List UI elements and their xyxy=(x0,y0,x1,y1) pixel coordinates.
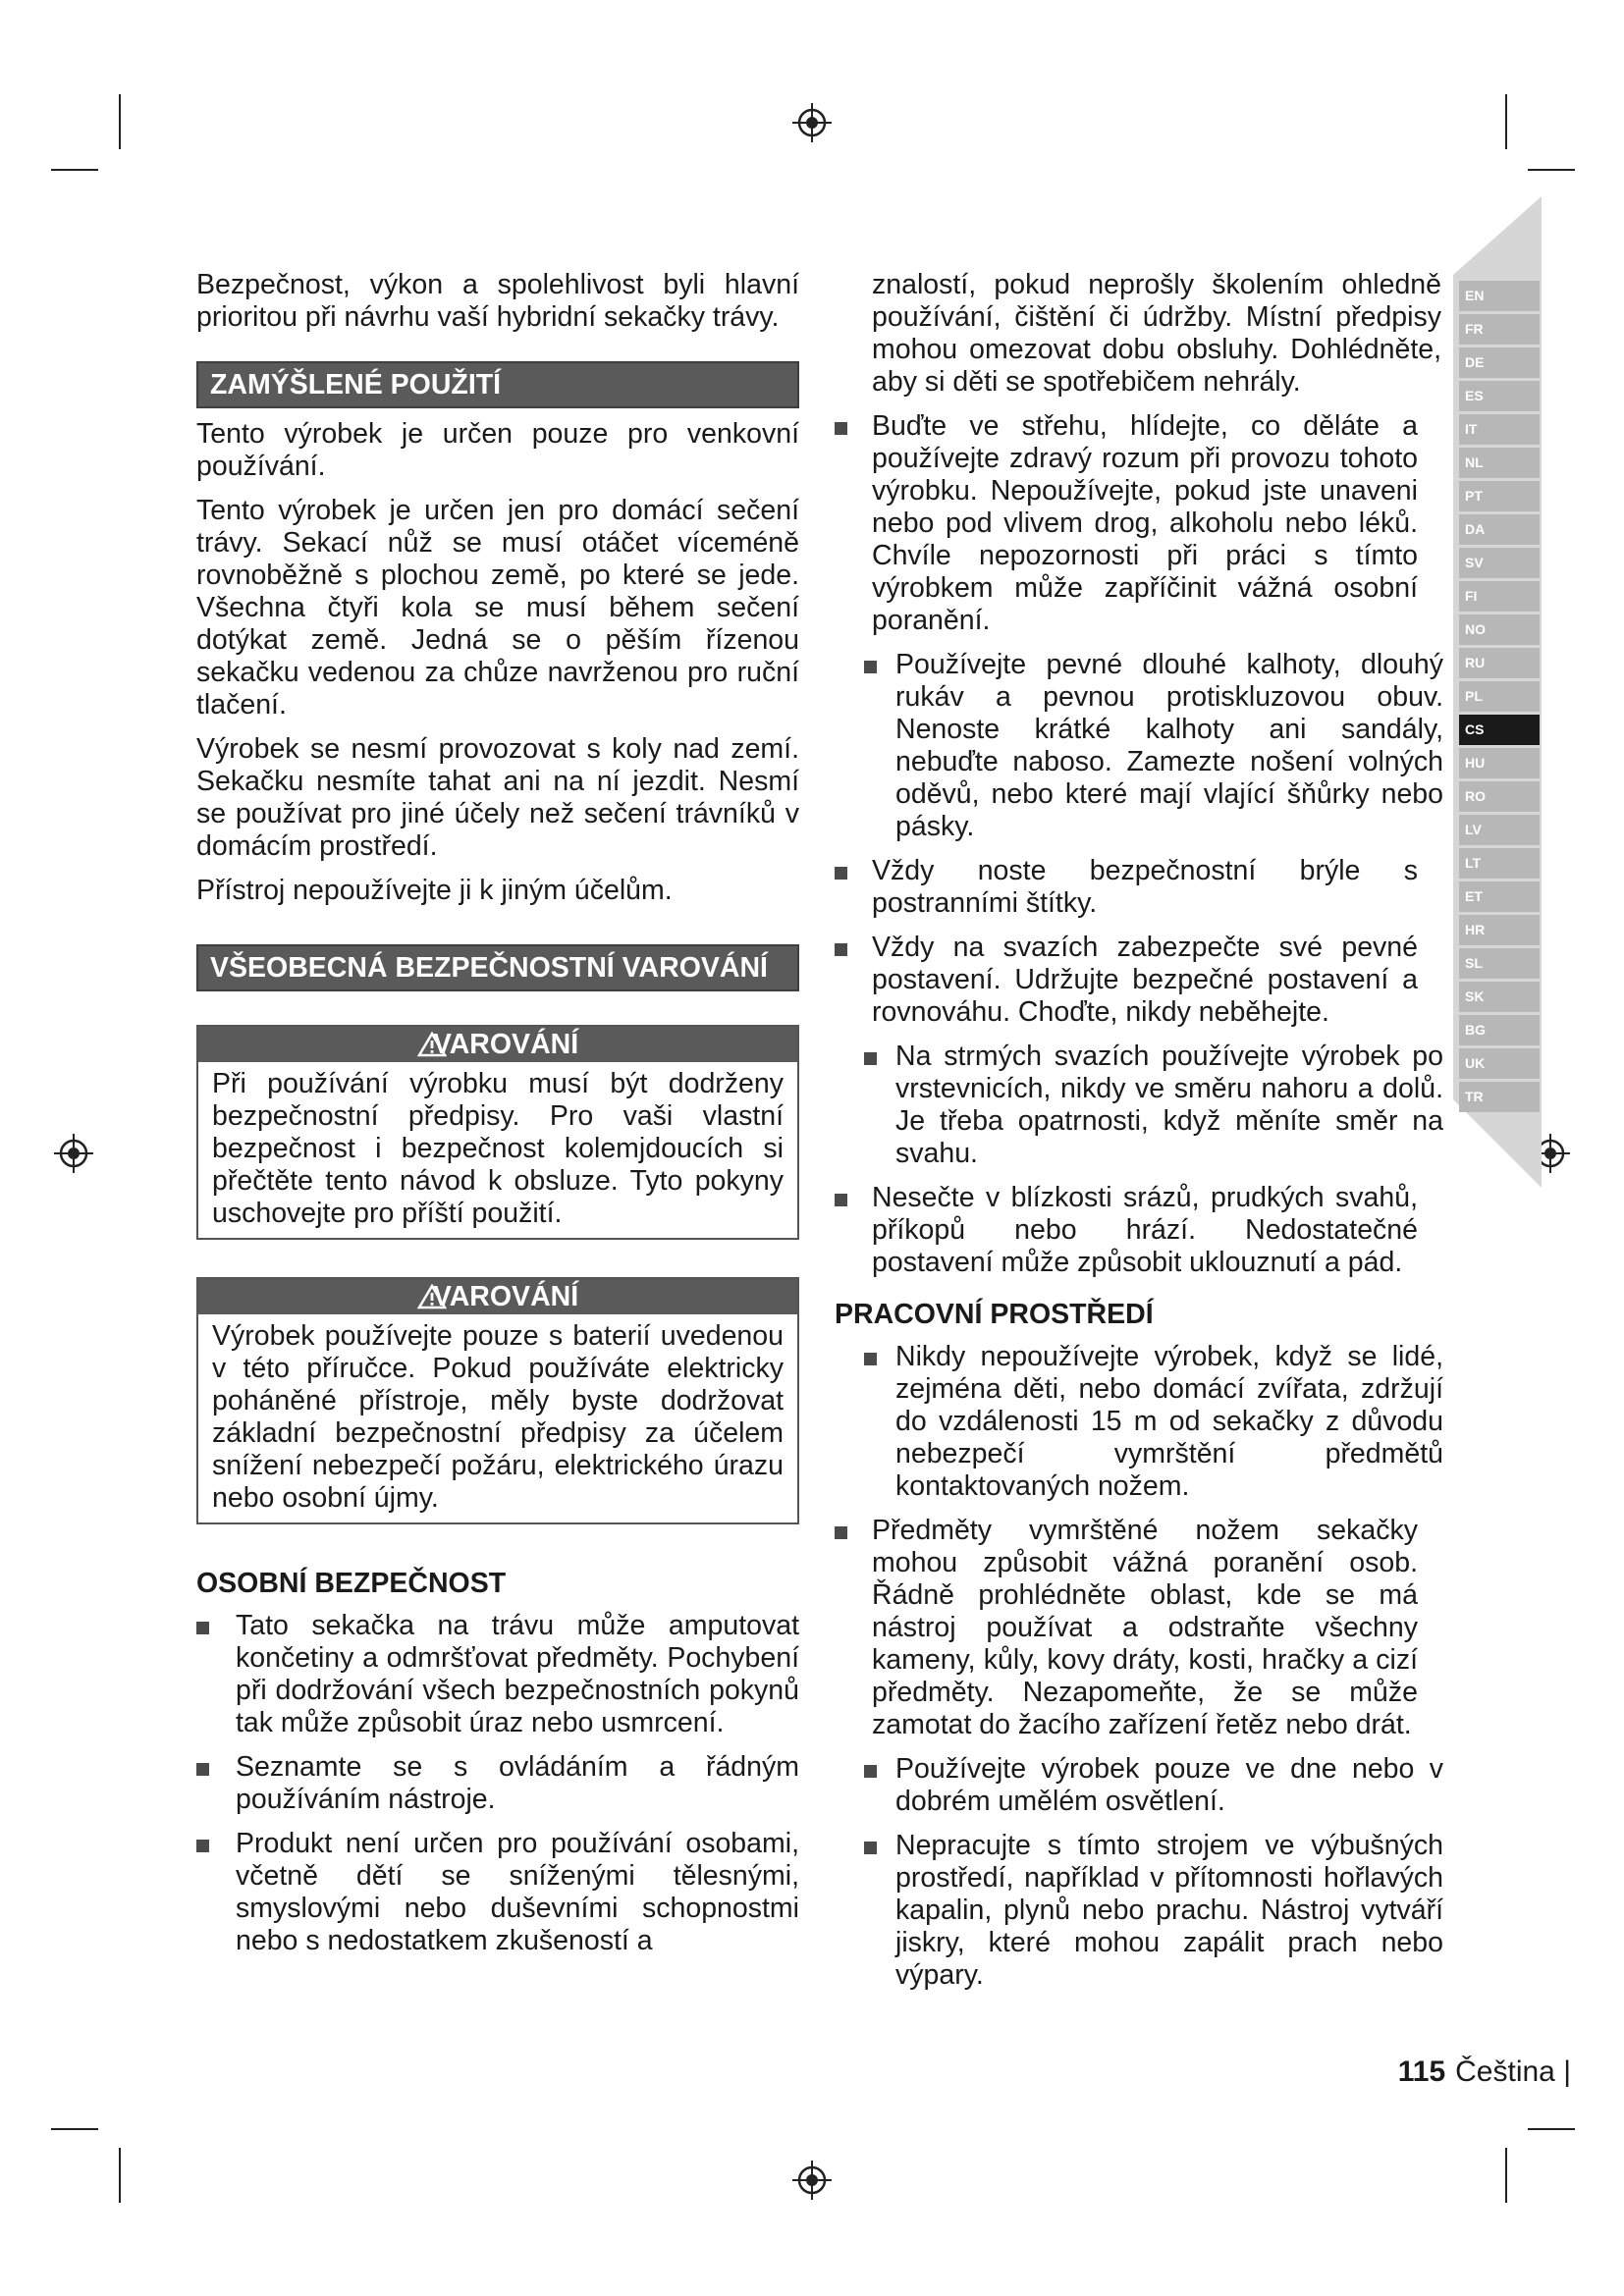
section-heading-general-safety: VŠEOBECNÁ BEZPEČNOSTNÍ VAROVÁNÍ xyxy=(196,944,799,991)
continuation-paragraph: znalostí, pokud neprošly školením ohledně používání, čištění či údržby. Místní předpisy mohou omezovat dobu obsluhy. Dohlédněte, aby si děti se spotřebičem nehrály. xyxy=(872,269,1441,398)
crop-mark xyxy=(119,2148,121,2203)
list-item: Tato sekačka na trávu může amputovat končetiny a odmršťovat předměty. Pochybení při dodržování všech bezpečnostních pokynů tak může způsobit úraz nebo usmrcení. xyxy=(196,1610,799,1739)
language-tab-uk: UK xyxy=(1459,1048,1540,1079)
list-item: Nepracujte s tímto strojem ve výbušných prostředí, například v přítomnosti hořlavých kapalin, plynů nebo prachu. Nástroj vytváří jiskry, které mohou zapálit prach nebo výpary. xyxy=(835,1830,1443,1992)
page-footer xyxy=(1276,2056,1571,2089)
registration-mark-icon xyxy=(789,100,835,145)
warning-title: VAROVÁNÍ xyxy=(432,1029,579,1060)
language-tab-lv: LV xyxy=(1459,815,1540,845)
warning-text: Výrobek používejte pouze s baterií uvedenou v této příručce. Pokud používáte elektricky poháněné přístroje, měly byste dodržovat základní bezpečnostní předpisy za účelem snížení nebezpečí požáru, elektrického úrazu nebo osobní újmy. xyxy=(212,1320,784,1514)
list-item: Vždy na svazích zabezpečte své pevné postavení. Udržujte bezpečné postavení a rovnováhu. Choďte, nikdy neběhejte. xyxy=(835,932,1418,1029)
list-item: Buďte ve střehu, hlídejte, co děláte a používejte zdravý rozum při provozu tohoto výrobku. Nepoužívejte, pokud jste unaveni nebo pod vlivem drog, alkoholu nebo léků. Chvíle nepozornosti při práci s tímto výrobkem může zapříčinit vážná osobní poranění. xyxy=(835,410,1418,637)
list-item: Používejte výrobek pouze ve dne nebo v dobrém umělém osvětlení. xyxy=(835,1753,1443,1818)
list-item: Používejte pevné dlouhé kalhoty, dlouhý rukáv a pevnou protiskluzovou obuv. Nenoste krátké kalhoty ani sandály, nebuďte naboso. Zamezte nošení volných oděvů, nebo které mají vlající šňůrky nebo pásky. xyxy=(835,649,1443,843)
right-column xyxy=(835,269,1455,2003)
subheading-personal-safety: OSOBNÍ BEZPEČNOST xyxy=(196,1568,507,1599)
left-column xyxy=(196,269,799,1969)
language-tab-nl: NL xyxy=(1459,448,1540,478)
list-item: Nesečte v blízkosti srázů, prudkých svahů, příkopů nebo hrází. Nedostatečné postavení může způsobit uklouznutí a pád. xyxy=(835,1182,1418,1279)
section-heading-intended-use: ZAMÝŠLENÉ POUŽITÍ xyxy=(196,361,799,408)
crop-mark xyxy=(51,2128,98,2130)
paragraph: Přístroj nepoužívejte ji k jiným účelům. xyxy=(196,875,673,906)
language-tab-en: EN xyxy=(1459,281,1540,311)
language-tab-tr: TR xyxy=(1459,1082,1540,1112)
crop-mark xyxy=(1505,2148,1507,2203)
warning-title: VAROVÁNÍ xyxy=(432,1281,579,1312)
warning-box xyxy=(196,1277,799,1524)
list-item: Seznamte se s ovládáním a řádným používáním nástroje. xyxy=(196,1751,799,1816)
list-item: Vždy noste bezpečnostní brýle s postranními štítky. xyxy=(835,855,1418,920)
list-item: Na strmých svazích používejte výrobek po vrstevnicích, nikdy ve směru nahoru a dolů. Je třeba opatrnosti, když měníte směr na svahu. xyxy=(835,1041,1443,1170)
language-tab-fr: FR xyxy=(1459,314,1540,345)
list-item: Nikdy nepoužívejte výrobek, když se lidé, zejména děti, nebo domácí zvířata, zdržují do vzdálenosti 15 m od sekačky z důvodu nebezpečí vymrštění předmětů kontaktovaných nožem. xyxy=(835,1341,1443,1503)
list-item: Předměty vymrštěné nožem sekačky mohou způsobit vážná poranění osob. Řádně prohlédněte oblast, kde se má nástroj používat a odstraňte všechny kameny, kůly, kovy dráty, kosti, hračky a cizí předměty. Nezapomeňte, že se může zamotat do žacího zařízení řetěz nebo drát. xyxy=(835,1515,1418,1741)
language-tab-bg: BG xyxy=(1459,1015,1540,1045)
bullet-list xyxy=(196,1610,799,1957)
language-tab-sk: SK xyxy=(1459,982,1540,1012)
language-tab-lt: LT xyxy=(1459,848,1540,879)
paragraph: Tento výrobek je určen jen pro domácí sečení trávy. Sekací nůž se musí otáčet víceméně rovnoběžně s plochou země, po které se jede. Všechna čtyři kola se musí během sečení dotýkat země. Jedná se o pěším řízenou sekačku vedenou za chůze navrženou pro ruční tlačení. xyxy=(196,495,799,721)
crop-mark xyxy=(119,94,121,149)
paragraph: Tento výrobek je určen pouze pro venkovní používání. xyxy=(196,418,799,482)
subheading-work-area: PRACOVNÍ PROSTŘEDÍ xyxy=(835,1299,1154,1330)
bullet-list xyxy=(835,1341,1443,1992)
warning-text: Při používání výrobku musí být dodrženy bezpečnostní předpisy. Pro vaši vlastní bezpečnost i bezpečnost kolemjdoucích si přečtěte tento návod k obsluze. Tyto pokyny uschovejte pro příští použití. xyxy=(212,1068,784,1229)
language-tab-hr: HR xyxy=(1459,915,1540,945)
crop-mark xyxy=(51,169,98,171)
language-tab-sv: SV xyxy=(1459,548,1540,578)
language-tab-et: ET xyxy=(1459,881,1540,912)
language-tab-ru: RU xyxy=(1459,648,1540,678)
language-tab-ro: RO xyxy=(1459,781,1540,812)
language-tab-da: DA xyxy=(1459,514,1540,545)
language-tab-cs: CS xyxy=(1459,715,1540,745)
language-tab-hu: HU xyxy=(1459,748,1540,778)
registration-mark-icon xyxy=(789,2158,835,2203)
language-tab-list xyxy=(1459,281,1540,1115)
warning-box xyxy=(196,1025,799,1240)
footer-language: Čeština | xyxy=(1455,2056,1571,2088)
language-tab-pl: PL xyxy=(1459,681,1540,712)
list-item: Produkt není určen pro používání osobami, včetně dětí se sníženými tělesnými, smyslovými nebo duševními schopnostmi nebo s nedostatkem zkušeností a xyxy=(196,1828,799,1957)
crop-mark xyxy=(1505,94,1507,149)
crop-mark xyxy=(1528,2128,1575,2130)
language-tab-de: DE xyxy=(1459,347,1540,378)
language-tab-fi: FI xyxy=(1459,581,1540,612)
crop-mark xyxy=(1528,169,1575,171)
intro-paragraph: Bezpečnost, výkon a spolehlivost byli hlavní prioritou při návrhu vaší hybridní sekačky trávy. xyxy=(196,269,799,333)
language-tab-it: IT xyxy=(1459,414,1540,445)
registration-mark-icon xyxy=(51,1131,96,1176)
paragraph: Výrobek se nesmí provozovat s koly nad zemí. Sekačku nesmíte tahat ani na ní jezdit. Nesmí se používat pro jiné účely než sečení trávníků v domácím prostředí. xyxy=(196,733,799,862)
language-tab-no: NO xyxy=(1459,614,1540,645)
warning-header xyxy=(198,1027,797,1062)
language-tab-pt: PT xyxy=(1459,481,1540,511)
page-number: 115 xyxy=(1397,2056,1446,2088)
language-tab-es: ES xyxy=(1459,381,1540,411)
warning-header xyxy=(198,1279,797,1314)
bullet-list xyxy=(835,410,1443,1279)
language-tab-sl: SL xyxy=(1459,948,1540,979)
